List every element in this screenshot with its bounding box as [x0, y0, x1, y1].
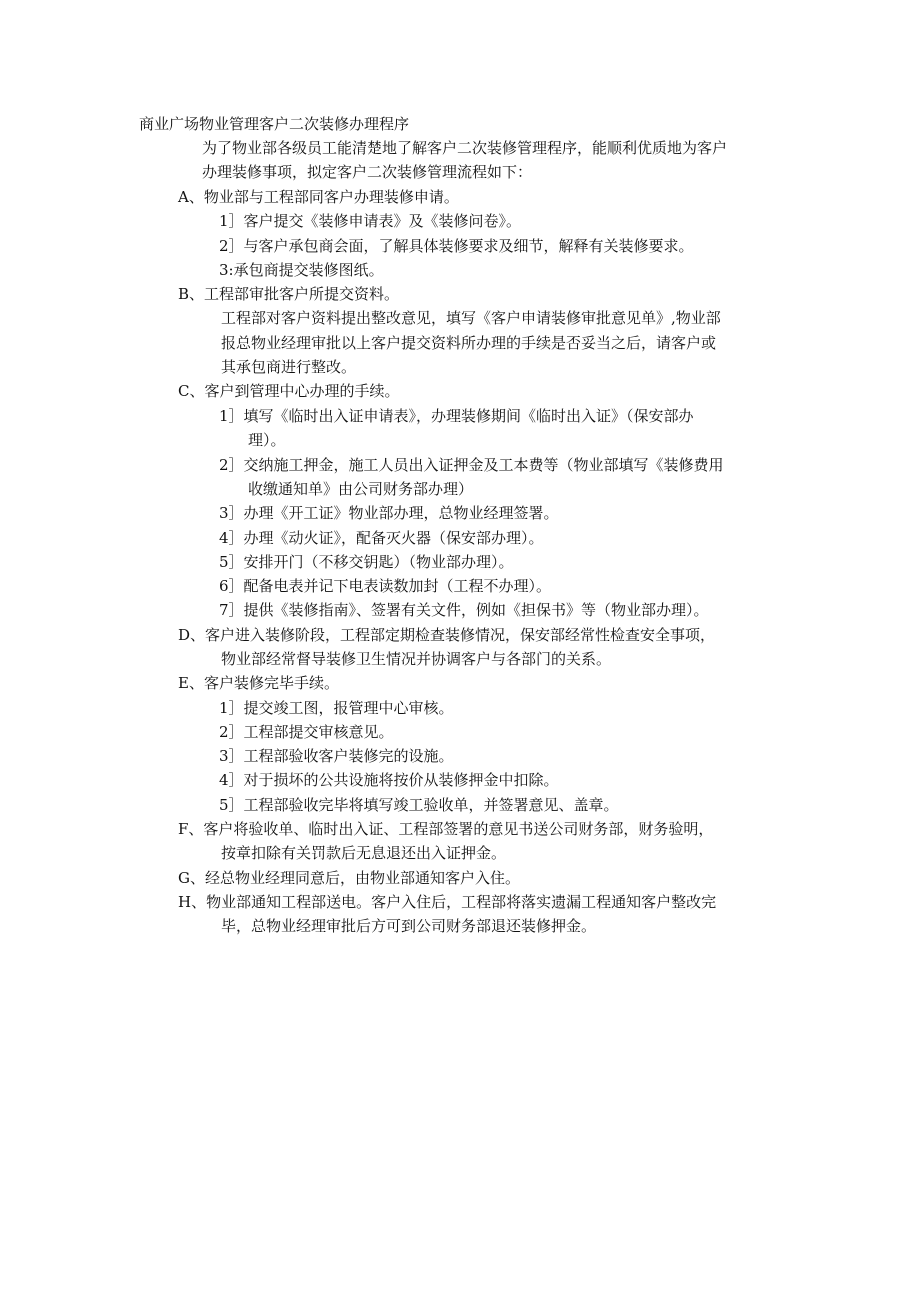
intro-line: 办理装修事项，拟定客户二次装修管理流程如下：: [202, 163, 533, 181]
list-item: 5］安排开门（不移交钥匙）（物业部办理）。: [219, 553, 514, 571]
intro-line: 为了物业部各级员工能清楚地了解客户二次装修管理程序，能顺利优质地为客户: [202, 139, 728, 157]
list-item: 2］与客户承包商会面，了解具体装修要求及细节，解释有关装修要求。: [219, 237, 694, 255]
list-item: 3:承包商提交装修图纸。: [219, 261, 384, 279]
paragraph-line: 按章扣除有关罚款后无息退还出入证押金。: [221, 844, 507, 862]
section-f-heading: F、客户将验收单、临时出入证、工程部签署的意见书送公司财务部，财务验明，: [178, 820, 714, 838]
section-d-heading: D、客户进入装修阶段，工程部定期检查装修情况，保安部经常性检查安全事项，: [178, 626, 716, 644]
paragraph-line: 毕，总物业经理审批后方可到公司财务部退还装修押金。: [221, 917, 597, 935]
section-c-heading: C、客户到管理中心办理的手续。: [178, 382, 400, 400]
list-item: 2］工程部提交审核意见。: [219, 723, 394, 741]
list-item-continuation: 理）。: [248, 431, 286, 449]
list-item: 1］填写《临时出入证申请表》，办理装修期间《临时出入证》（保安部办: [219, 407, 694, 425]
list-item: 2］交纳施工押金，施工人员出入证押金及工本费等（物业部填写《装修费用: [219, 456, 724, 474]
list-item: 4］对于损坏的公共设施将按价从装修押金中扣除。: [219, 771, 559, 789]
paragraph-line: 工程部对客户资料提出整改意见，填写《客户申请装修审批意见单》,物业部: [221, 309, 721, 327]
section-h-heading: H、物业部通知工程部送电。客户入住后，工程部将落实遗漏工程通知客户整改完: [178, 893, 717, 911]
list-item: 3］办理《开工证》物业部办理，总物业经理签署。: [219, 504, 559, 522]
section-g-heading: G、经总物业经理同意后，由物业部通知客户入住。: [178, 869, 520, 887]
document-title: 商业广场物业管理客户二次装修办理程序: [139, 115, 410, 133]
list-item: 6］配备电表并记下电表读数加封（工程不办理）。: [219, 577, 552, 595]
list-item-continuation: 收缴通知单》由公司财务部办理）: [248, 480, 474, 498]
list-item: 5］工程部验收完毕将填写竣工验收单，并签署意见、盖章。: [219, 796, 619, 814]
paragraph-line: 物业部经常督导装修卫生情况并协调客户与各部门的关系。: [221, 650, 612, 668]
paragraph-line: 报总物业经理审批以上客户提交资料所办理的手续是否妥当之后，请客户或: [221, 334, 717, 352]
section-b-heading: B、工程部审批客户所提交资料。: [178, 285, 400, 303]
list-item: 1］客户提交《装修申请表》及《装修问卷》。: [219, 212, 522, 230]
list-item: 7］提供《装修指南》、签署有关文件，例如《担保书》等（物业部办理）。: [219, 601, 709, 619]
section-e-heading: E、客户装修完毕手续。: [178, 674, 339, 692]
list-item: 4］办理《动火证》，配备灭火器（保安部办理）。: [219, 529, 544, 547]
list-item: 1］提交竣工图，报管理中心审核。: [219, 699, 454, 717]
list-item: 3］工程部验收客户装修完的设施。: [219, 747, 454, 765]
section-a-heading: A、物业部与工程部同客户办理装修申请。: [178, 188, 459, 206]
paragraph-line: 其承包商进行整改。: [221, 358, 357, 376]
